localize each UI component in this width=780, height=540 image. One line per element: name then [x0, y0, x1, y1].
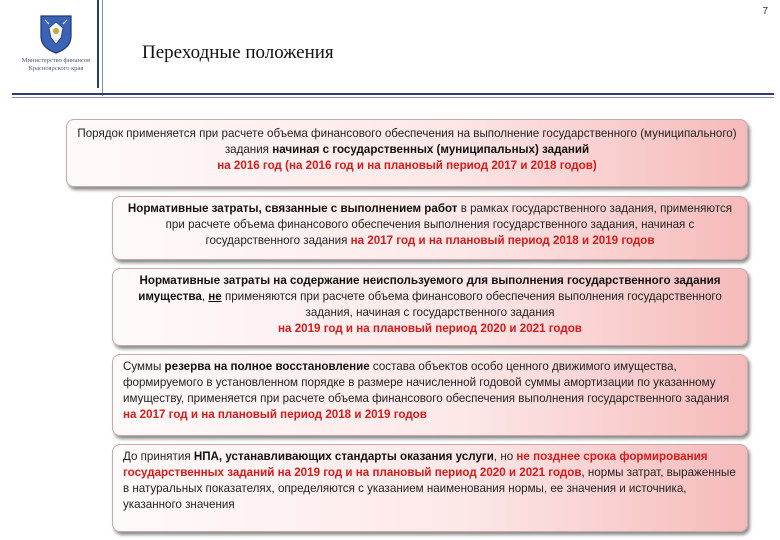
box3-bold-text: Нормативные затраты на содержание неиспользуемого для выполнения государственного задания имущества	[138, 274, 721, 303]
info-box-5	[112, 444, 748, 532]
box5-bold-text: НПА, устанавливающих стандарты оказания услуги	[193, 450, 494, 463]
box2-text: в рамках государственного задания, применяются при расчете объема финансового обеспечения выполнения государственного задания, начиная с государственного задания	[165, 202, 733, 247]
vertical-rule-thick	[97, 0, 99, 88]
horizontal-rule-thick	[12, 93, 774, 95]
logo-caption	[20, 57, 92, 73]
coat-of-arms-icon	[39, 14, 73, 54]
box5-highlight: не позднее срока формирования государственных заданий на 2019 год и на плановый период 2020 и 2021 годов	[123, 450, 708, 479]
box5-text-a: До принятия	[123, 450, 194, 463]
info-box-1	[66, 119, 748, 187]
logo-caption-line1: Министерство финансов	[21, 57, 91, 64]
box4-text-a: Суммы	[123, 360, 165, 373]
info-box-2	[112, 196, 748, 260]
logo-caption-line2: Красноярского края	[28, 65, 84, 72]
info-box-3	[112, 268, 748, 346]
box4-text-b: состава объектов особо ценного движимого имущества, формируемого в установленном порядке в размере начисленной годовой суммы амортизации по указанному имуществу, применяется при расчете объема финансового обеспечения выполнения государственного задания	[123, 360, 730, 405]
box3-comma: ,	[201, 290, 209, 303]
box3-text: применяются при расчете объема финансового обеспечения выполнения государственного задания, начиная с государственного задания	[221, 290, 722, 319]
vertical-rule-thin	[102, 0, 103, 96]
box2-highlight: на 2017 год и на плановый период 2018 и 2019 годов	[350, 234, 655, 247]
box2-bold-text: Нормативные затраты, связанные с выполнением работ	[127, 202, 458, 215]
box3-negation: не	[208, 290, 222, 303]
box3-highlight: на 2019 год и на плановый период 2020 и 2021 годов	[278, 322, 582, 335]
info-box-4	[112, 354, 748, 436]
ministry-logo	[20, 14, 92, 73]
box4-highlight: на 2017 год и на плановый период 2018 и 2019 годов	[123, 408, 427, 421]
box5-text-b: , но	[493, 450, 517, 463]
horizontal-rule-thin	[12, 97, 774, 98]
box4-bold-text: резерва на полное восстановление	[164, 360, 370, 373]
box1-highlight: на 2016 год (на 2016 год и на плановый период 2017 и 2018 годов)	[217, 159, 597, 172]
box1-text: Порядок применяется при расчете объема финансового обеспечения на выполнение государственного (муниципального) задания	[77, 127, 737, 156]
box1-bold-text: начиная с государственных (муниципальных) заданий	[272, 143, 590, 156]
box5-text-c: , нормы затрат, выраженные в натуральных показателях, определяются с указанием наименования нормы, ее значения и источника, указанного значения	[123, 466, 736, 511]
page-number: 7	[762, 6, 768, 17]
page-title: Переходные положения	[142, 42, 334, 63]
